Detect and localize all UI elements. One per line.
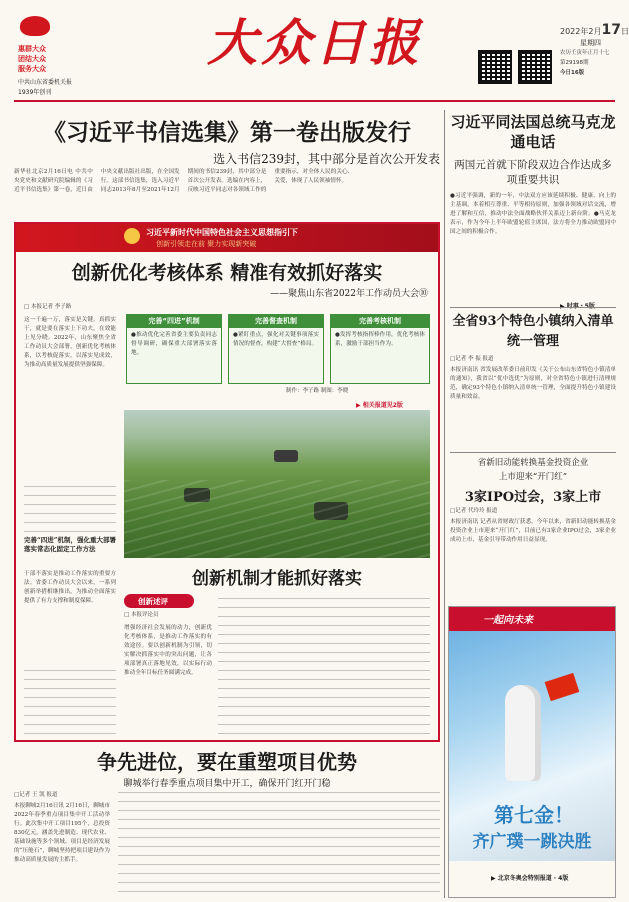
mechanism-box-title: 完善督查机制: [229, 315, 323, 328]
bottom-subheadline: 聊城举行春季重点项目集中开工，确保开门红开门稳: [123, 779, 331, 789]
lead-story: [14, 110, 440, 220]
feature-subheadline: ——聚焦山东省2022年工作动员大会⑩: [270, 289, 428, 299]
ski-photo[interactable]: [449, 631, 615, 861]
feature-text-lines: [218, 598, 430, 738]
olympic-photo-headline: 第七金！: [494, 803, 574, 827]
mechanism-box-inspection: [228, 314, 324, 384]
xi-macron-subhead: 两国元首就下阶段双边合作达成多项重要共识: [454, 159, 612, 186]
bottom-body: 本报聊城2月16日讯 2月16日，聊城市2022年春季重点项目集中开工活动举行。此次集中开工项目195个，总投资830亿元，涵盖先进制造、现代农业、基础设施等多个领域。项目是经济发展的“压舱石”，聊城坚持把项目建设作为推动高质量发展的主抓手。: [14, 803, 110, 863]
party-emblem-icon: [124, 228, 140, 244]
mechanism-box-text: ●推动优化完善省委主要负责同志督导调研，确保重大部署落实落地。: [131, 332, 217, 356]
right-rule-1: [450, 307, 616, 308]
bottom-text-lines: [118, 792, 440, 894]
publisher: 中共山东省委机关报: [18, 79, 73, 86]
bottom-byline: □记者 王 凯 报道: [14, 792, 58, 798]
feature-banner-text: 习近平新时代中国特色社会主义思想指引下: [146, 228, 298, 237]
qr-code-icon[interactable]: [518, 50, 552, 84]
date-suffix: 日: [620, 27, 629, 36]
masthead-rule: [14, 100, 615, 102]
page-count: 今日16版: [560, 70, 585, 76]
bottom-headline[interactable]: 争先进位，要在重塑项目优势: [97, 750, 357, 774]
towns-story: [450, 312, 616, 452]
feature-section-heading: 完善“四进”机制，强化重大部署落实常态化固定工作方法: [24, 536, 116, 554]
slogan-2: 团结大众: [18, 55, 46, 63]
ipo-kicker: 省新旧动能转换基金投资企业: [477, 458, 589, 468]
tractor-icon: [274, 450, 298, 462]
field-photo[interactable]: [124, 410, 430, 558]
flag-icon: [545, 673, 580, 701]
commentary-body: 增强经济社会发展的动力，创新优化考核体系，是推动工作落实的有效途径。要以创新机制为引领，切实解决抓落实中的突出问题，让各项部署真正落地见效，以实际行动推动全年目标任务圆满完成。: [124, 625, 212, 676]
date-day: 17: [601, 22, 621, 38]
slogan-1: 惠群大众: [18, 45, 46, 53]
bottom-story: [14, 746, 440, 898]
feature-text-lines: [24, 670, 116, 740]
graphic-credit: 制作：李子路 制图：李晓: [286, 388, 349, 394]
dazhong-logo-icon: [20, 16, 50, 36]
issue-number: 第29198期: [560, 60, 589, 66]
masthead: [0, 0, 629, 104]
ipo-body: 本报济南讯 记者从省财政厅获悉，今年以来，省新旧动能转换基金投资企业上市迎来“开门红”，目前已有3家企业IPO过会，3家企业成功上市，基金引导带动作用日益显现。: [450, 519, 616, 543]
mechanism-box-text: ●发挥考核指挥棒作用，优化考核体系，激励干部担当作为。: [335, 332, 425, 347]
founded: 1939年创刊: [18, 89, 52, 96]
commentary-byline: □ 本报评论员: [124, 612, 159, 618]
olympic-banner: [449, 607, 615, 631]
mechanism-box-text: ●紧盯重点，强化对关键事项落实情况的督查，构建“大督查”格局。: [233, 332, 319, 347]
mechanism-box-title: 完善考核机制: [331, 315, 429, 328]
towns-byline: □记者 李 振 报道: [450, 356, 494, 362]
column-divider: [444, 110, 445, 898]
date-year: 2022年2月: [560, 27, 602, 36]
mechanism-box-assessment: [330, 314, 430, 384]
ipo-byline: □记者 代玲玲 报道: [450, 508, 498, 514]
commentary-tag: [124, 594, 194, 608]
athlete-figure: [505, 685, 541, 781]
weekday: 星期四: [580, 39, 601, 47]
commentary-tag-label: 创新述评: [138, 597, 168, 606]
towns-headline[interactable]: 全省93个特色小镇纳入清单统一管理: [452, 314, 614, 349]
lead-body: 新华社北京2月16日电 中共中央党史和文献研究院编辑的《习近平书信选集》第一卷，近日由中央文献出版社出版，在全国发行。这部书信选集，选入习近平同志2013年8月至2021年12月期间的书信239封，其中部分是首次公开发表。选编在内容上，反映习近平同志对各领域工作的重要指示，对全体人民的关心、关爱，体现了人民领袖情怀。: [14, 169, 354, 193]
right-rule-2: [450, 452, 616, 453]
olympic-banner-text: 一起向未来: [483, 615, 533, 626]
photo-headline[interactable]: 创新机制才能抓好落实: [192, 569, 362, 589]
related-report-link[interactable]: ▶ 相关报道见2版: [356, 402, 403, 409]
olympic-panel: [448, 606, 616, 898]
ipo-story: [450, 456, 616, 604]
feature-banner-sub: 创新引领走在前 聚力实现新突破: [156, 240, 257, 248]
lunar-date: 农历壬寅年正月十七: [560, 50, 610, 56]
xi-macron-more-link[interactable]: [560, 301, 595, 310]
masthead-logo: 大众日报: [207, 13, 423, 72]
olympic-photo-caption: 齐广璞一跳决胜: [472, 832, 592, 852]
right-top-story: [450, 112, 616, 312]
mechanism-box-sijin: [126, 314, 222, 384]
feature-intro: 这一千遍一万，落实是关键。真抓实干，就是要在落实上下功夫，在效能上见分晓。2022年，山东聚焦全省工作动员大会部署，创新优化考核体系，以考核促落实，以落实见成效，为推动高质量发展提供坚强保障。: [24, 317, 116, 368]
olympic-more-link[interactable]: ▶ 北京冬奥会特别报道 · 4版: [491, 875, 569, 882]
feature-headline[interactable]: 创新优化考核体系 精准有效抓好落实: [71, 262, 383, 284]
mechanism-box-title: 完善“四进”机制: [127, 315, 221, 328]
ipo-headline[interactable]: 3家IPO过会，3家上市: [464, 490, 602, 505]
feature-banner: [16, 224, 438, 252]
qr-code-icon[interactable]: [478, 50, 512, 84]
issue-date: [560, 22, 629, 38]
field-furrows: [124, 480, 430, 558]
ipo-kicker-2: 上市迎来“开门红”: [498, 472, 568, 482]
lead-headline[interactable]: 《习近平书信选集》第一卷出版发行: [43, 119, 411, 146]
feature-byline: □ 本报记者 李子路: [24, 304, 72, 310]
lead-subheadline: 选入书信239封，其中部分是首次公开发表: [213, 152, 440, 166]
slogan-3: 服务大众: [18, 65, 46, 73]
feature-block: [14, 222, 440, 742]
xi-macron-headline[interactable]: 习近平同法国总统马克龙通电话: [450, 113, 616, 152]
towns-body: 本报济南讯 省发展改革委日前印发《关于公布山东省特色小镇清单的通知》，我省以“优中选优”为原则，对全省特色小镇进行清理规范，确定93个特色小镇纳入清单统一管理，全面提升特色小镇建设质量和效益。: [450, 367, 616, 400]
feature-text-lines: [24, 486, 116, 532]
xi-macron-body: ●习近平强调，新的一年，中法双方应该延续积极、健康、向上的主基调，本着相互尊重、平等相待原则，加强各领域对话交流，增进了解和互信，推动中法全面战略伙伴关系迈上新台阶。●马克龙表示，作为今年上半年欧盟轮值主席国，法方将全力推动欧盟同中国之间的积极合作。: [450, 193, 616, 235]
feature-section-body: 干部不落实是推动工作落实的重要方法。省委工作动员大会以来，一系列创新举措相继推出，为推动全面落实提供了有力支撑和制度保障。: [24, 571, 116, 604]
